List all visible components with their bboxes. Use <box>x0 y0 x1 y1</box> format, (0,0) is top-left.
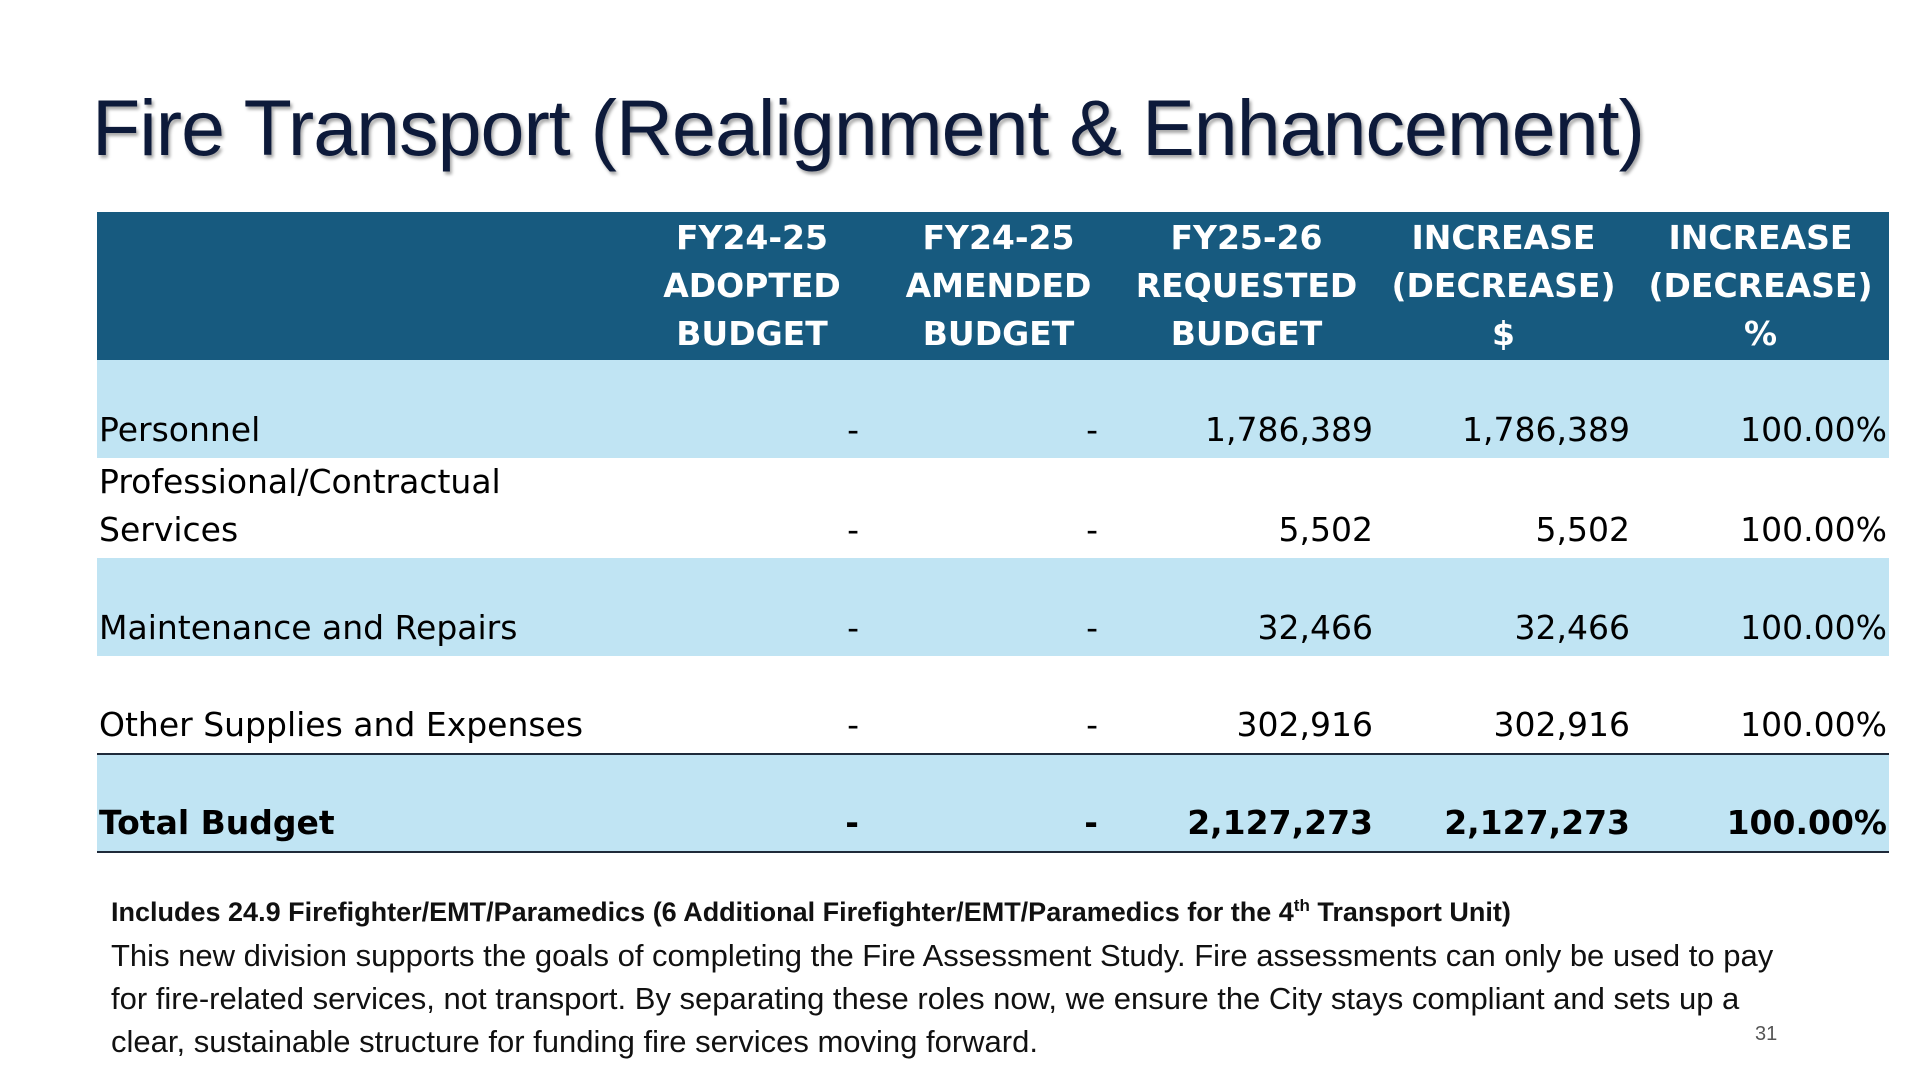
header-fy2526-requested: FY25-26 REQUESTED BUDGET <box>1135 218 1358 353</box>
budget-note <box>111 888 1811 1063</box>
table-row-personnel <box>97 360 1889 458</box>
row-label: Maintenance and Repairs <box>99 608 518 647</box>
amended-value: - <box>1086 608 1098 647</box>
row-label: Personnel <box>99 410 261 449</box>
amended-value: - <box>1086 705 1098 744</box>
staffing-note: Includes 24.9 Firefighter/EMT/Paramedics (6 Additional Firefighter/EMT/Paramedics for the 4th Transport Unit) <box>111 896 1511 927</box>
requested-value: 1,786,389 <box>1205 410 1373 449</box>
increase-dollar-value: 32,466 <box>1514 608 1630 647</box>
row-label: Other Supplies and Expenses <box>99 705 584 744</box>
header-category <box>97 212 625 360</box>
table-row-other-supplies <box>97 656 1889 754</box>
requested-value: 5,502 <box>1278 510 1373 549</box>
header-fy2425-adopted: FY24-25 ADOPTED BUDGET <box>663 218 841 353</box>
budget-table <box>97 212 1889 853</box>
requested-value: 32,466 <box>1257 608 1373 647</box>
increase-dollar-value: 302,916 <box>1493 705 1630 744</box>
header-increase-dollar: INCREASE (DECREASE) $ <box>1391 218 1616 353</box>
adopted-value: - <box>847 510 859 549</box>
increase-dollar-value: 1,786,389 <box>1462 410 1630 449</box>
requested-value: 302,916 <box>1236 705 1373 744</box>
division-explanation: This new division supports the goals of completing the Fire Assessment Study. Fire assessments can only be used to pay for fire-related services, not transport. By separating these roles now, we ensure the City stays compliant and sets up a clear, sustainable structure for funding fire services moving forward. <box>111 938 1774 1059</box>
slide-title: Fire Transport (Realignment & Enhancement) <box>92 83 1644 172</box>
increase-percent-value: 100.00% <box>1740 410 1887 449</box>
adopted-value: - <box>847 410 859 449</box>
adopted-value: - <box>847 608 859 647</box>
table-row-maintenance <box>97 558 1889 656</box>
amended-value: - <box>1086 510 1098 549</box>
increase-percent-value: 100.00% <box>1740 510 1887 549</box>
row-label: Professional/Contractual Services <box>99 462 501 549</box>
total-label: Total Budget <box>99 803 335 842</box>
increase-percent-value: 100.00% <box>1740 705 1887 744</box>
adopted-value: - <box>847 705 859 744</box>
total-increase-dollar-value: 2,127,273 <box>1444 803 1630 842</box>
table-row-total <box>97 754 1889 852</box>
total-adopted-value: - <box>845 803 859 842</box>
increase-percent-value: 100.00% <box>1740 608 1887 647</box>
table-header-row <box>97 212 1889 360</box>
total-amended-value: - <box>1084 803 1098 842</box>
total-requested-value: 2,127,273 <box>1187 803 1373 842</box>
header-increase-percent: INCREASE (DECREASE) % <box>1648 218 1873 353</box>
table-row-professional-services <box>97 458 1889 558</box>
header-fy2425-amended: FY24-25 AMENDED BUDGET <box>905 218 1092 353</box>
total-increase-percent-value: 100.00% <box>1726 803 1887 842</box>
page-number: 31 <box>1755 1023 1778 1045</box>
amended-value: - <box>1086 410 1098 449</box>
increase-dollar-value: 5,502 <box>1535 510 1630 549</box>
